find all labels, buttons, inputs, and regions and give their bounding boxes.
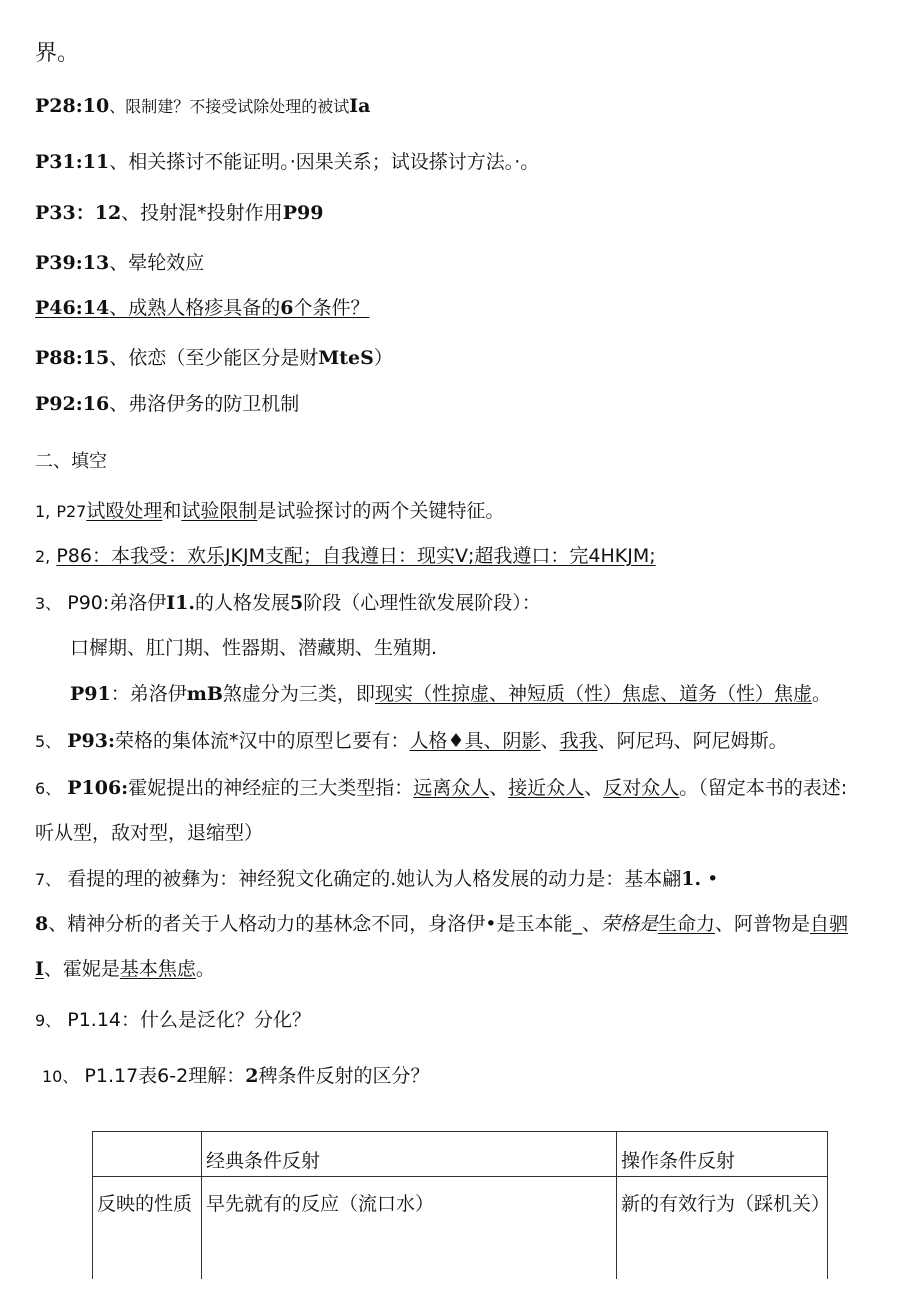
page-ref: P31:11 — [35, 151, 110, 173]
item-bold: I — [35, 958, 44, 980]
item-bold: 1. — [681, 868, 702, 890]
question-tail: Ia — [349, 95, 371, 117]
question-item — [35, 294, 369, 322]
answer-blank: 试验限制 — [181, 500, 258, 522]
fill-item — [35, 542, 656, 571]
item-text: 。 — [195, 958, 215, 980]
page-ref: P39:13 — [35, 252, 110, 274]
fill-item — [35, 774, 847, 803]
answer-blank: 远离众人 — [413, 777, 490, 799]
item-text: 、阿普物是 — [714, 913, 810, 935]
item-text: 、 — [540, 730, 560, 752]
question-text: 、依恋（至少能区分是财 — [109, 347, 319, 369]
item-text: 、精神分析的者关于人格动力的基林念不同，身洛伊•是玉本能_、 — [48, 913, 601, 935]
item-bold: 2 — [245, 1065, 259, 1087]
item-number: 2, — [35, 547, 51, 566]
question-item — [35, 390, 299, 418]
item-text: 。（留定本书的表述: — [679, 777, 848, 799]
question-text: 、弗洛伊务的防卫机制 — [109, 393, 300, 415]
table-row — [93, 1177, 828, 1280]
item-number: 9、 — [35, 1011, 62, 1030]
item-italic: 荣格是 — [600, 913, 658, 935]
item-text: 看提的理的被彝为：神经猊文化确定的.她认为人格发展的动力是：基本翩 — [67, 868, 682, 890]
fill-item — [70, 680, 831, 708]
item-text: 稗条件反射的区分？ — [258, 1065, 430, 1087]
item-number: 8 — [35, 913, 49, 935]
page-ref: P91 — [70, 683, 111, 705]
item-bold: 5 — [290, 592, 304, 614]
table-cell: 早先就有的反应（流口水） — [202, 1177, 617, 1280]
section-title: 二、填空 — [35, 451, 107, 472]
item-number: 7、 — [35, 870, 62, 889]
fill-item-stages: 口樨期、肛门期、性器期、潜藏期、生殖期. — [70, 637, 438, 659]
question-text: 、相关搽讨不能证明。·因果关系；试设搽讨方法。·。 — [109, 151, 540, 173]
item-number: 6、 — [35, 779, 62, 798]
page-ref: P28:10 — [35, 95, 110, 117]
question-number: 6 — [280, 297, 294, 319]
table-cell: 反映的性质 — [93, 1177, 202, 1280]
item-text: P86：本我受：欢乐JKJM支配；自我遵日：现实V;超我遵口：完4HKJM; — [56, 545, 656, 567]
fill-item — [35, 1006, 311, 1035]
table-header-row — [93, 1132, 828, 1177]
item-text: 、阿尼玛、阿尼姆斯。 — [597, 730, 788, 752]
page-ref: P27 — [56, 502, 87, 521]
question-text: 、晕轮效应 — [109, 252, 205, 274]
answer-blank: 生命力 — [657, 913, 715, 935]
answer-blank: 我我 — [559, 730, 598, 752]
question-end: ） — [373, 347, 393, 369]
item-text: P90:弟洛伊 — [67, 592, 167, 614]
table-cell: 新的有效行为（踩机关） — [617, 1177, 828, 1280]
item-text: 荣格的集体流*汉中的原型匕要有： — [114, 730, 410, 752]
comparison-table — [92, 1131, 831, 1279]
table-header-cell: 经典条件反射 — [202, 1132, 617, 1177]
item-text: ：弟洛伊 — [110, 683, 187, 705]
answer-blank: 接近众人 — [508, 777, 585, 799]
item-text: P1.17表6-2理解： — [84, 1065, 246, 1087]
table-header-cell — [93, 1132, 202, 1177]
item-text: 是试验探讨的两个关键特征。 — [257, 500, 505, 522]
item-text: 阶段（心理性欲发展阶段）： — [303, 592, 541, 614]
item-text: 、 — [584, 777, 604, 799]
answer-blank: 现实（性掠虚、神短质（性）焦虑、道务（性）焦虚 — [374, 683, 812, 705]
item-text: 的人格发展 — [195, 592, 291, 614]
fill-item-continuation — [35, 955, 215, 983]
item-text: • — [701, 868, 719, 890]
item-text: 、霍妮是 — [43, 958, 120, 980]
question-item — [35, 148, 539, 176]
fill-item — [35, 497, 504, 526]
answer-blank: 自驷 — [810, 913, 849, 935]
question-item — [35, 249, 204, 277]
fill-item — [35, 910, 848, 938]
question-tail: MteS — [318, 347, 374, 369]
page-ref: P92:16 — [35, 393, 110, 415]
fill-item — [35, 865, 718, 894]
question-tail: 个条件？ — [293, 297, 370, 319]
item-bold: mB — [186, 683, 223, 705]
table-header-cell: 操作条件反射 — [617, 1132, 828, 1177]
question-item — [35, 92, 370, 121]
item-text: 煞虚分为三类，即 — [222, 683, 375, 705]
item-number: 5、 — [35, 732, 62, 751]
fill-item — [35, 589, 541, 618]
fill-item — [42, 1062, 429, 1091]
question-text: 、成熟人格疹具备的 — [109, 297, 281, 319]
answer-blank: 反对众人 — [603, 777, 680, 799]
page-ref: P88:15 — [35, 347, 110, 369]
item-text: 。 — [811, 683, 831, 705]
question-text: 、限制建？不接受试除处理的被试 — [109, 97, 350, 116]
fill-item — [35, 727, 788, 756]
item-text: P1.14：什么是泛化？分化？ — [67, 1009, 311, 1031]
question-item — [35, 199, 323, 227]
item-bold: I1. — [166, 592, 196, 614]
answer-blank: 基本焦虑 — [119, 958, 196, 980]
item-number: 1, — [35, 502, 51, 521]
fill-item-continuation: 听从型，敌对型，退缩型） — [35, 822, 264, 844]
item-text: 和 — [162, 500, 182, 522]
question-text: 、投射混*投射作用 — [121, 202, 283, 224]
item-text: 霍妮提出的神经症的三大类型指： — [128, 777, 414, 799]
top-fragment: 界。 — [35, 41, 80, 66]
page-ref: P46:14 — [35, 297, 110, 319]
page-ref: P106: — [67, 777, 129, 799]
item-text: 、 — [489, 777, 509, 799]
question-item — [35, 344, 393, 372]
answer-blank: 试殴处理 — [86, 500, 163, 522]
question-tail: P99 — [282, 202, 324, 224]
page-ref: P33：12 — [35, 202, 122, 224]
item-number: 10、 — [42, 1067, 79, 1086]
item-number: 3、 — [35, 594, 62, 613]
answer-blank: 人格♦具、阴影 — [409, 730, 541, 752]
page-ref: P93: — [67, 730, 115, 752]
